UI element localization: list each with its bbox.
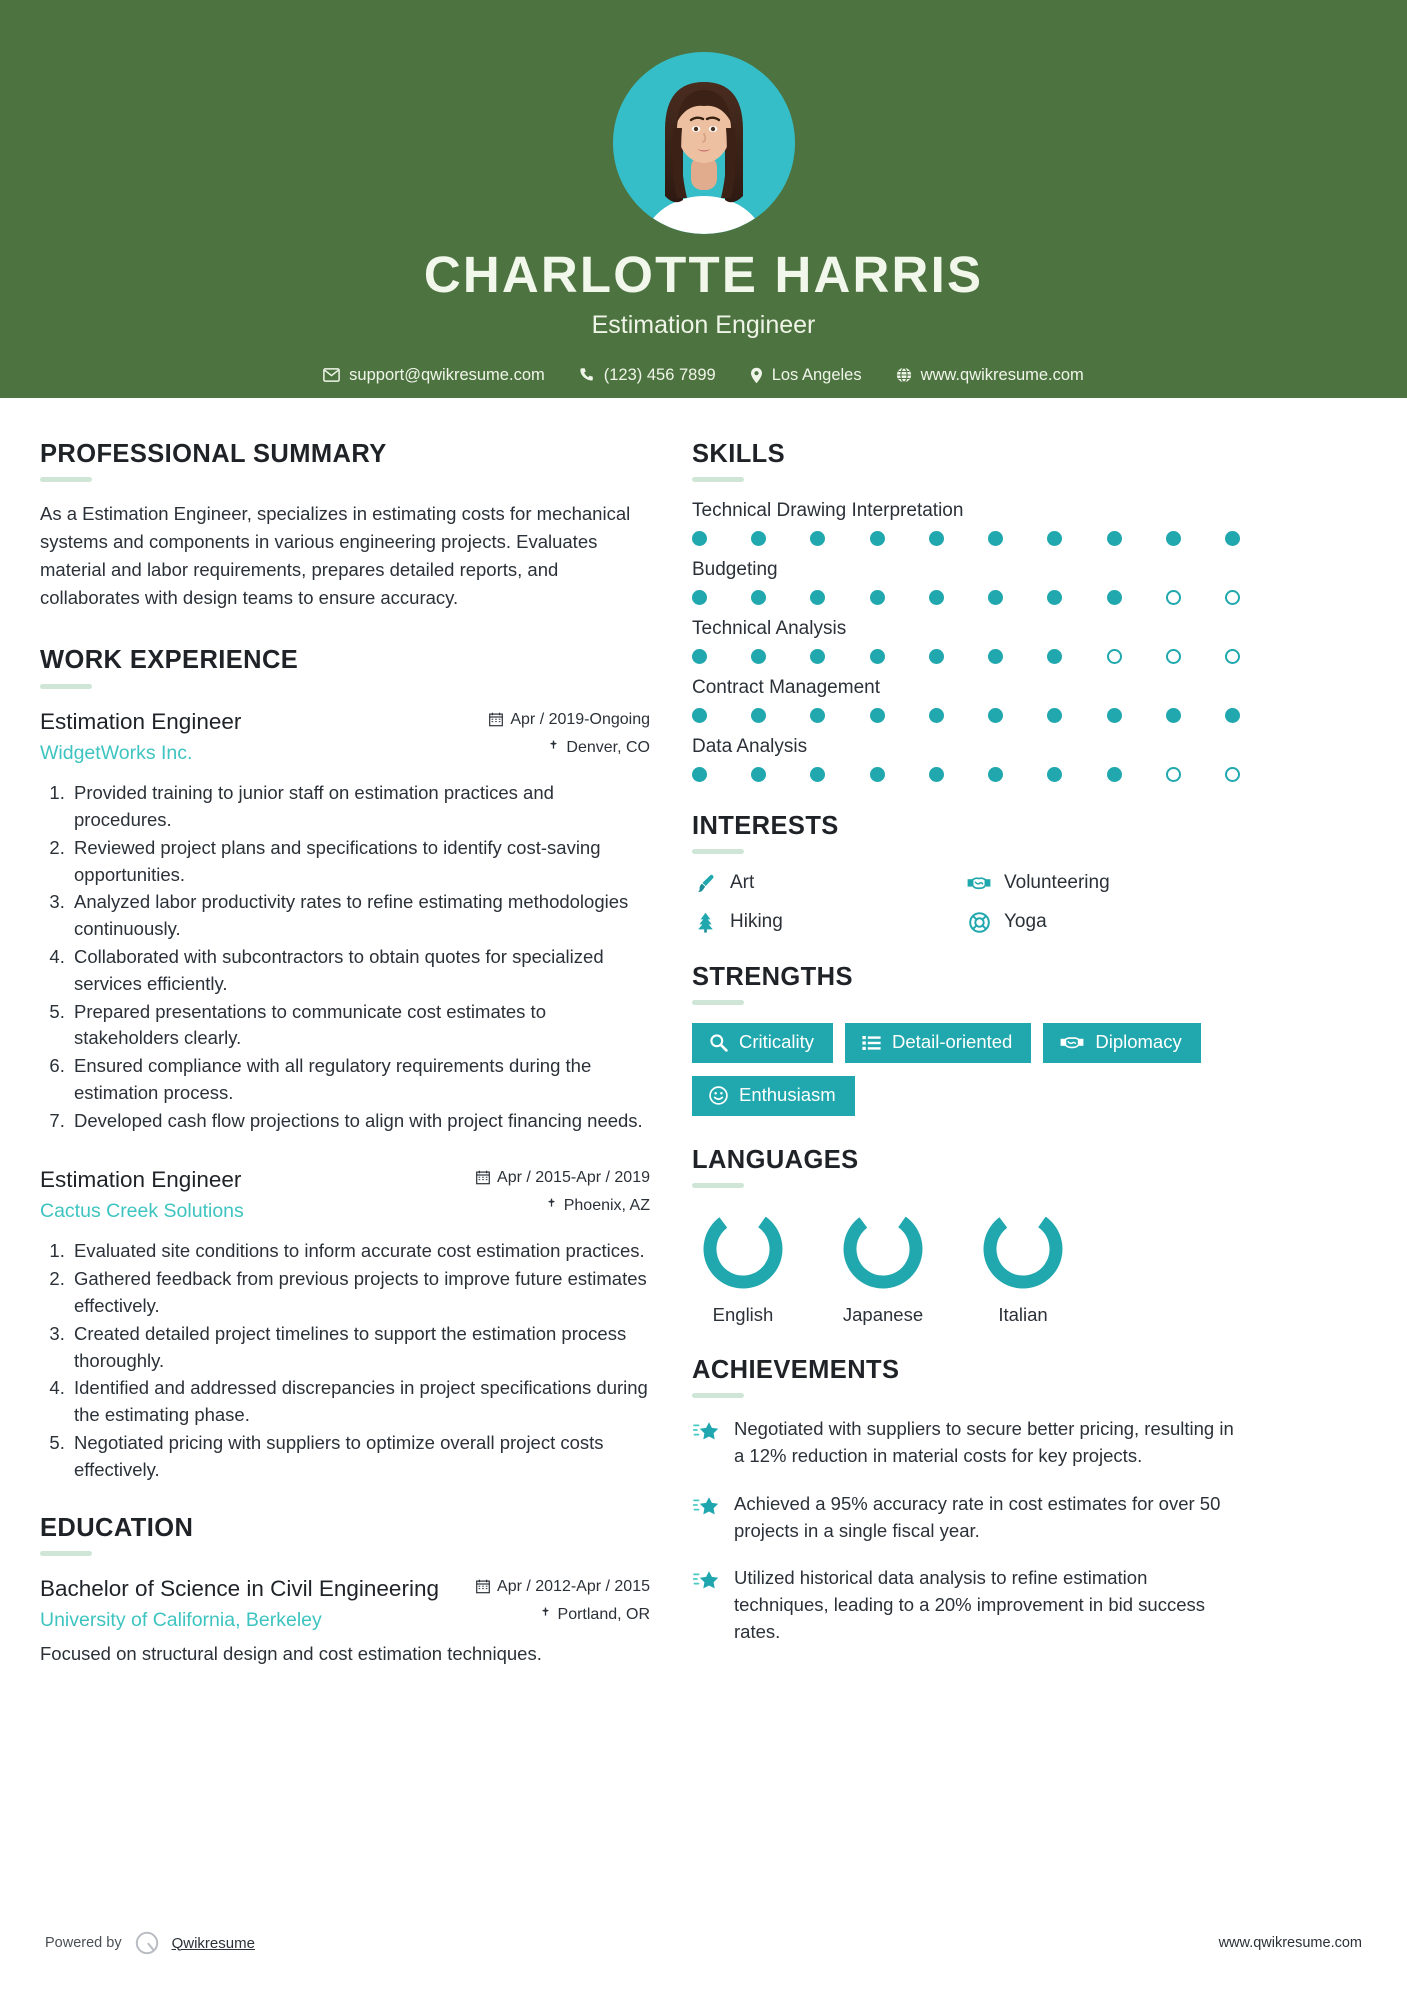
section-title-languages: LANGUAGES [692,1146,859,1175]
skill-dot-filled [751,708,766,723]
skill-dot-filled [929,767,944,782]
skill-dot-filled [1107,708,1122,723]
list-item: 2. Gathered feedback from previous projects to improve future estimates effectively. [70,1266,650,1320]
qwikresume-logo-icon [134,1930,160,1956]
skill-dot-filled [810,649,825,664]
skill-dot-filled [988,767,1003,782]
skill-dot-filled [1166,531,1181,546]
experience-dates [476,1169,650,1187]
qwikresume-brand[interactable]: Qwikresume [171,1934,255,1952]
page-footer [0,1930,1407,1956]
strength-chip-detail-oriented[interactable] [845,1023,1031,1063]
list-item: 6. Ensured compliance with all regulatory requirements during the estimation process. [70,1053,650,1107]
section-rule [692,1393,744,1398]
contact-row [0,366,1407,385]
star-icon [692,1565,720,1591]
avatar [613,52,795,234]
list-icon [862,1035,881,1051]
left-column [40,440,650,1674]
experience-bullets [40,780,650,1135]
section-professional-summary [40,440,650,612]
skill-dot-filled [1047,649,1062,664]
skill-dot-filled [810,590,825,605]
language-item [700,1206,786,1326]
list-item: 5. Prepared presentations to communicate cost estimates to stakeholders clearly. [70,999,650,1053]
interest-label: Art [730,872,755,894]
skill-rating [692,767,1240,782]
achievement-text: Achieved a 95% accuracy rate in cost estimates for over 50 projects in a single fiscal year. [734,1492,1221,1541]
skill-dot-filled [1166,708,1181,723]
education-school[interactable]: University of California, Berkeley [40,1608,322,1631]
skill-name: Contract Management [692,677,880,699]
handshake-icon [966,874,992,893]
education-dates [476,1578,650,1596]
experience-company[interactable]: Cactus Creek Solutions [40,1199,244,1222]
skill-dot-filled [929,649,944,664]
section-achievements [692,1356,1240,1646]
footer-url[interactable]: www.qwikresume.com [1218,1935,1362,1951]
envelope-icon [323,368,340,382]
interest-grid [692,872,1240,933]
skill-row [692,736,1240,782]
skill-dot-filled [692,531,707,546]
experience-location [489,739,650,757]
skill-name: Technical Analysis [692,618,847,640]
education-entry [40,1574,650,1668]
skill-dot-filled [1107,767,1122,782]
section-interests [692,812,1240,933]
experience-role: Estimation Engineer [40,708,242,734]
skill-dot-filled [1107,531,1122,546]
skill-dot-filled [870,590,885,605]
section-rule [692,1000,744,1005]
list-item: 4. Identified and addressed discrepancies in project specifications during the estimating phase. [70,1375,650,1429]
education-description: Focused on structural design and cost estimation techniques. [40,1643,542,1665]
strength-label: Detail-oriented [892,1031,1013,1053]
contact-email-text: support@qwikresume.com [349,365,545,384]
phone-icon [579,367,595,383]
skill-rating [692,708,1240,723]
contact-phone-text: (123) 456 7899 [603,365,716,384]
section-strengths [692,963,1240,1116]
skill-rating [692,590,1240,605]
strength-chip-criticality[interactable] [692,1023,833,1063]
education-location-text: Portland, OR [557,1605,650,1623]
list-item: 2. Reviewed project plans and specifications to identify cost-saving opportunities. [70,835,650,889]
education-location [476,1606,650,1624]
contact-website-text: www.qwikresume.com [920,365,1084,384]
skill-dot-filled [751,531,766,546]
language-name: Japanese [842,1304,924,1326]
right-column [692,440,1240,1667]
skill-dot-empty [1166,649,1181,664]
skill-row [692,559,1240,605]
skill-dot-empty [1166,590,1181,605]
skill-dot-filled [751,649,766,664]
skill-dot-empty [1166,767,1181,782]
experience-dates-text: Apr / 2015-Apr / 2019 [497,1168,650,1186]
skill-name: Data Analysis [692,736,808,758]
tree-icon [692,912,718,933]
skill-dot-filled [1047,590,1062,605]
section-title-achievements: ACHIEVEMENTS [692,1356,900,1385]
skill-name: Technical Drawing Interpretation [692,500,964,522]
skill-dot-filled [988,590,1003,605]
list-item: 3. Created detailed project timelines to support the estimation process thoroughly. [70,1321,650,1375]
job-title: Estimation Engineer [591,310,816,339]
skill-dot-filled [870,708,885,723]
language-progress-ring [840,1206,926,1292]
calendar-icon [476,1579,490,1594]
magnifier-icon [709,1033,728,1052]
section-rule [40,684,92,689]
list-item: 4. Collaborated with subcontractors to obtain quotes for specialized services efficiently. [70,944,650,998]
skill-dot-filled [870,531,885,546]
experience-bullets [40,1238,650,1483]
section-title-education: EDUCATION [40,1513,194,1542]
skill-dot-filled [1047,767,1062,782]
skill-dot-empty [1225,649,1240,664]
list-item: 1. Provided training to junior staff on estimation practices and procedures. [70,780,650,834]
language-name: Italian [998,1304,1048,1326]
paintbrush-icon [692,873,718,894]
section-skills [692,440,1240,782]
experience-dates-text: Apr / 2019-Ongoing [510,710,650,728]
interest-item-volunteering [966,872,1240,894]
list-item: 7. Developed cash flow projections to align with project financing needs. [70,1108,650,1135]
section-education [40,1514,650,1668]
contact-phone[interactable] [579,366,716,385]
skill-dot-filled [692,708,707,723]
section-languages [692,1146,1240,1326]
language-list [692,1206,1240,1326]
list-item: 1. Evaluated site conditions to inform accurate cost estimation practices. [70,1238,650,1265]
section-title-experience: WORK EXPERIENCE [40,646,299,675]
resume-body [0,398,1407,1674]
map-pin-icon [546,1198,557,1213]
interest-item-hiking [692,911,966,933]
section-rule [692,1183,744,1188]
star-icon [692,1491,720,1517]
skill-dot-filled [1107,590,1122,605]
skill-row [692,500,1240,546]
section-rule [40,477,92,482]
experience-dates [489,711,650,729]
experience-location-text: Phoenix, AZ [563,1196,650,1214]
experience-entry [40,707,650,1135]
skill-dot-filled [810,531,825,546]
skill-dot-filled [988,708,1003,723]
achievement-item [692,1565,1240,1645]
contact-website[interactable] [896,366,1084,385]
skill-dot-filled [929,708,944,723]
education-dates-text: Apr / 2012-Apr / 2015 [497,1577,650,1595]
experience-entry [40,1165,650,1484]
language-item [980,1206,1066,1326]
calendar-icon [476,1170,490,1185]
skill-row [692,677,1240,723]
contact-location[interactable] [750,366,862,385]
skill-dot-filled [870,649,885,664]
calendar-icon [489,712,503,727]
experience-location-text: Denver, CO [566,738,650,756]
experience-role: Estimation Engineer [40,1166,242,1192]
skill-dot-empty [1225,590,1240,605]
skill-dot-filled [1225,708,1240,723]
skill-dot-filled [810,708,825,723]
strength-list [692,1023,1240,1116]
list-item: 3. Analyzed labor productivity rates to refine estimating methodologies continuously. [70,889,650,943]
section-rule [40,1551,92,1556]
interest-label: Yoga [1004,911,1047,933]
contact-location-text: Los Angeles [771,365,862,384]
skill-dot-filled [692,767,707,782]
language-item [840,1206,926,1326]
strength-label: Diplomacy [1095,1031,1182,1053]
section-title-summary: PROFESSIONAL SUMMARY [40,440,387,468]
achievement-item [692,1416,1240,1470]
section-work-experience [40,646,650,1483]
skill-dot-filled [810,767,825,782]
strength-label: Criticality [739,1031,815,1053]
summary-text: As a Estimation Engineer, specializes in estimating costs for mechanical systems and components in various engineering projects. Evaluates material and labor requirements, prepares detailed reports, and collaborates with design teams to ensure accuracy. [40,503,631,609]
skill-dot-filled [692,590,707,605]
powered-by [45,1930,255,1956]
achievement-text: Negotiated with suppliers to secure better pricing, resulting in a 12% reduction in material costs for key projects. [734,1418,1234,1467]
location-pin-icon [750,367,763,384]
list-item: 5. Negotiated pricing with suppliers to optimize overall project costs effectively. [70,1430,650,1484]
section-rule [692,849,744,854]
skill-dot-filled [988,531,1003,546]
experience-location [476,1197,650,1215]
strength-chip-enthusiasm[interactable] [692,1076,855,1116]
interest-item-yoga [966,911,1240,933]
avatar-photo [613,52,795,234]
smiley-icon [709,1086,728,1105]
skill-rating [692,649,1240,664]
experience-company[interactable]: WidgetWorks Inc. [40,741,193,764]
section-title-skills: SKILLS [692,440,786,468]
education-degree: Bachelor of Science in Civil Engineering [40,1575,439,1601]
skill-dot-filled [988,649,1003,664]
interest-label: Volunteering [1004,872,1110,894]
contact-email[interactable] [323,366,545,385]
section-title-strengths: STRENGTHS [692,963,853,992]
handshake-icon [1060,1034,1084,1052]
skill-dot-filled [1225,531,1240,546]
section-title-interests: INTERESTS [692,812,839,841]
language-name: English [712,1304,774,1326]
interest-label: Hiking [730,911,783,933]
star-icon [692,1416,720,1442]
strength-chip-diplomacy[interactable] [1043,1023,1200,1063]
interest-item-art [692,872,966,894]
skill-rating [692,531,1240,546]
page-title: CHARLOTTE HARRIS [423,246,984,303]
skill-dot-filled [692,649,707,664]
skill-dot-empty [1107,649,1122,664]
resume-header [0,0,1407,398]
skill-dot-filled [1047,708,1062,723]
skill-dot-filled [929,531,944,546]
powered-by-label: Powered by [45,1935,122,1951]
skill-dot-filled [751,767,766,782]
globe-icon [896,367,912,383]
skill-dot-filled [751,590,766,605]
language-progress-ring [700,1206,786,1292]
map-pin-icon [548,740,559,755]
lifebuoy-icon [966,912,992,933]
skill-dot-empty [1225,767,1240,782]
achievement-item [692,1491,1240,1545]
map-pin-icon [540,1607,551,1622]
achievement-text: Utilized historical data analysis to refine estimation techniques, leading to a 20% improvement in bid success rates. [734,1567,1205,1643]
skill-dot-filled [929,590,944,605]
skill-dot-filled [870,767,885,782]
skill-row [692,618,1240,664]
language-progress-ring [980,1206,1066,1292]
strength-label: Enthusiasm [739,1084,836,1106]
skill-dot-filled [1047,531,1062,546]
skill-name: Budgeting [692,559,778,581]
section-rule [692,477,744,482]
